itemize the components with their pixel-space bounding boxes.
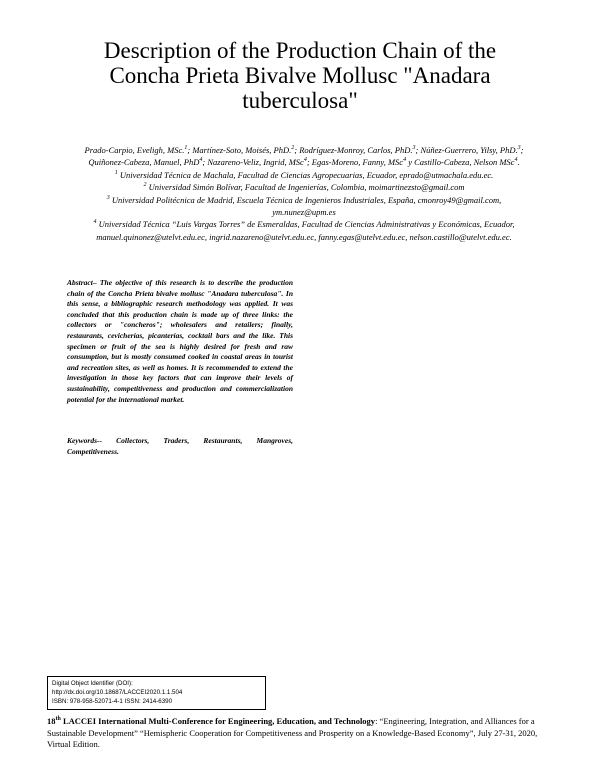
author-name: ; Núñez-Guerrero, Yilsy, PhD. — [415, 145, 518, 155]
conference-footer — [47, 716, 557, 751]
author-name: ; Quiñonez-Cabeza, Manuel, PhD — [88, 145, 524, 168]
author-name: ; Egas-Moreno, Fanny, MSc — [306, 157, 404, 168]
affiliation — [84, 169, 524, 181]
conference-ordinal-suffix: th — [55, 716, 61, 723]
affiliation-text: Universidad Técnica “Luis Vargas Torres” de Esmeraldas, Facultad de Ciencias Administrativas y Económicas, Ecuador, manuel.quinonez@utelvt.edu.ec, ingrid.nazareno@utelvt.edu.ec, fanny.egas@utelvt.edu.ec, nelson.castillo@utelvt.edu.ec. — [96, 219, 515, 242]
author-list — [84, 144, 524, 169]
affiliation-mark: 1 — [114, 169, 118, 176]
abstract-text: Abstract– The objective of this research is to describe the production chain of the Concha Prieta bivalve mollusc "Anadara tuberculosa". In this sense, a bibliographic research methodology was applied. It was concluded that this production chain is made up of three links: the collectors or "concheros"; wholesalers and retailers; finally, restaurants, cevicherías, picanterías, cocktail bars and the like. This specimen or fruit of the sea is highly desired for fresh and raw consumption, but is mostly consumed cooked in coastal areas in tourist and recreation sites, as well as homes. It is recommended to extend the investigation in those key factors that can improve their levels of sustainability, competitiveness and production and commercialization potential for the international market. — [67, 278, 293, 404]
affiliation-mark: 3 — [106, 194, 110, 201]
author-affiliation-mark: 4 — [199, 157, 203, 164]
affiliation — [84, 194, 524, 219]
conference-details: : “Engineering, Integration, and Alliances for a Sustainable Development” “Hemispheric Cooperation for Competitiveness and Prosperity on a Knowledge-Based Economy”, July 27-31, 2020, Virtual Edition. — [47, 716, 538, 749]
author-affiliation-mark: 2 — [291, 145, 295, 152]
affiliation — [84, 181, 524, 193]
author-name: ; Nazareno-Veliz, Ingrid, MSc — [202, 157, 304, 168]
author-affiliation-mark: 4 — [514, 157, 518, 164]
doi-link[interactable]: http://dx.doi.org/10.18687/LACCEI2020.1.1.504 — [52, 689, 183, 697]
affiliation-mark: 2 — [143, 182, 147, 189]
author-name: ; Martínez-Soto, Moisés, PhD. — [187, 145, 292, 155]
author-affiliation-mark: 4 — [303, 157, 307, 164]
affiliation-mark: 4 — [93, 219, 97, 226]
keywords-text: Keywords-- Collectors, Traders, Restaurants, Mangroves, Competitiveness. — [67, 436, 293, 456]
author-affiliation-mark: 1 — [184, 145, 188, 152]
doi-label: Digital Object Identifier (DOI): — [52, 680, 133, 687]
author-name: ; Rodríguez-Monroy, Carlos, PhD. — [294, 145, 413, 155]
paper-title: Description of the Production Chain of the Concha Prieta Bivalve Mollusc "Anadara tuberculosa" — [103, 38, 497, 113]
keywords — [67, 436, 293, 457]
conference-title: LACCEI International Multi-Conference for Engineering, Education, and Technology — [60, 716, 376, 726]
author-name: y Castillo-Cabeza, Nelson MSc — [406, 157, 515, 168]
author-affiliation-mark: 4 — [403, 157, 407, 164]
author-affiliation-mark: 3 — [412, 145, 416, 152]
affiliation-text: Universidad Técnica de Machala, Facultad de Ciencias Agropecuarias, Ecuador, eprado@utmachala.edu.ec. — [117, 169, 494, 180]
author-list-end: . — [517, 157, 520, 168]
affiliation-text: Universidad Politécnica de Madrid, Escuela Técnica de Ingenieros Industriales, España, cmonroy49@gmail.com, ym.nunez@upm.es — [109, 194, 502, 218]
author-affiliation-mark: 3 — [517, 145, 521, 152]
doi-box — [47, 676, 266, 710]
author-block — [84, 144, 524, 243]
conference-ordinal: 18 — [47, 716, 56, 726]
author-name: Prado-Carpio, Eveligh, MSc. — [84, 145, 185, 155]
isbn-issn: ISBN: 978-958-52071-4-1 ISSN: 2414-6390 — [52, 698, 173, 706]
affiliation — [84, 218, 524, 243]
affiliation-text: Universidad Simón Bolívar, Facultad de Ingenierías, Colombia, moimartinezsto@gmail.com — [146, 182, 465, 193]
conference-name — [47, 716, 375, 726]
abstract — [67, 278, 293, 405]
